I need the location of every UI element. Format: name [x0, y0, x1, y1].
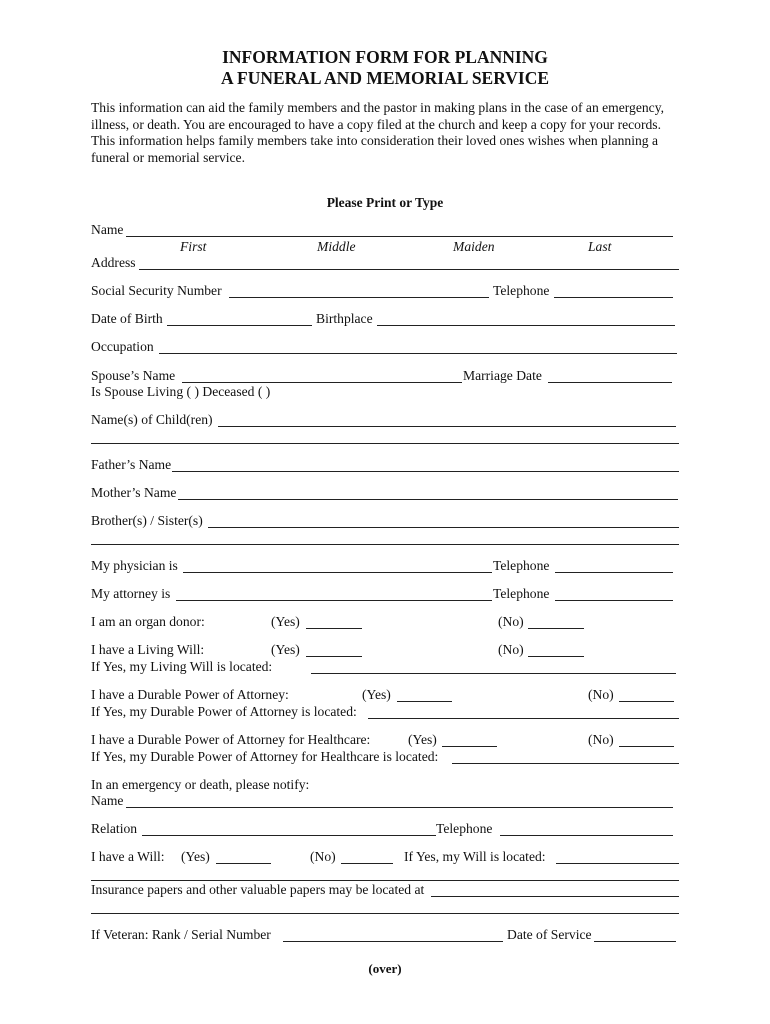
- poa-location-field[interactable]: [368, 718, 679, 719]
- father-field[interactable]: [172, 471, 679, 472]
- birthplace-label: Birthplace: [316, 311, 373, 326]
- living-will-no-label: (No): [498, 642, 524, 657]
- physician-field[interactable]: [183, 572, 492, 573]
- date-of-service-field[interactable]: [594, 941, 676, 942]
- instruction-heading: Please Print or Type: [326, 195, 444, 210]
- poa-health-yes-label: (Yes): [408, 732, 437, 747]
- address-label: Address: [91, 255, 136, 270]
- emergency-telephone-field[interactable]: [500, 835, 673, 836]
- attorney-label: My attorney is: [91, 586, 171, 601]
- attorney-field[interactable]: [176, 600, 492, 601]
- first-name-caption: First: [180, 239, 207, 254]
- intro-paragraph: This information can aid the family members and the pastor in making plans in the case of an emergency, illness, or death. You are encouraged to have a copy filed at the church and keep a copy for your records. This information helps family members take into consideration their loved ones wishes when planning a funeral or memorial service.: [91, 100, 665, 165]
- will-yes-field[interactable]: [216, 863, 271, 864]
- form-title-line-2: A FUNERAL AND MEMORIAL SERVICE: [220, 68, 550, 88]
- name-label: Name: [91, 222, 124, 237]
- maiden-name-caption: Maiden: [453, 239, 495, 254]
- living-will-yes-label: (Yes): [271, 642, 300, 657]
- insurance-field-continued[interactable]: [91, 913, 679, 914]
- poa-no-label: (No): [588, 687, 614, 702]
- will-no-label: (No): [310, 849, 336, 864]
- will-location-field[interactable]: [556, 863, 679, 864]
- address-field[interactable]: [139, 269, 679, 270]
- marriage-date-field[interactable]: [548, 382, 672, 383]
- insurance-field[interactable]: [431, 896, 679, 897]
- relation-label: Relation: [91, 821, 138, 836]
- living-will-location-field[interactable]: [311, 673, 676, 674]
- poa-yes-field[interactable]: [397, 701, 452, 702]
- veteran-label: If Veteran: Rank / Serial Number: [91, 927, 271, 942]
- siblings-label: Brother(s) / Sister(s): [91, 513, 203, 528]
- dob-label: Date of Birth: [91, 311, 163, 326]
- will-no-field[interactable]: [341, 863, 393, 864]
- form-title-line-1: INFORMATION FORM FOR PLANNING: [222, 47, 548, 67]
- emergency-name-field[interactable]: [126, 807, 673, 808]
- siblings-field-continued[interactable]: [91, 544, 679, 545]
- will-location-label: If Yes, my Will is located:: [404, 849, 546, 864]
- poa-health-no-label: (No): [588, 732, 614, 747]
- emergency-telephone-label: Telephone: [436, 821, 493, 836]
- mother-label: Mother’s Name: [91, 485, 177, 500]
- telephone-label: Telephone: [493, 283, 550, 298]
- poa-health-no-field[interactable]: [619, 746, 674, 747]
- poa-health-yes-field[interactable]: [442, 746, 497, 747]
- living-will-no-field[interactable]: [528, 656, 584, 657]
- spouse-name-field[interactable]: [182, 382, 462, 383]
- spouse-name-label: Spouse’s Name: [91, 368, 176, 383]
- will-label: I have a Will:: [91, 849, 165, 864]
- telephone-field[interactable]: [554, 297, 673, 298]
- ssn-label: Social Security Number: [91, 283, 222, 298]
- poa-health-label: I have a Durable Power of Attorney for Healthcare:: [91, 732, 371, 747]
- living-will-location-label: If Yes, my Living Will is located:: [91, 659, 273, 674]
- relation-field[interactable]: [142, 835, 436, 836]
- poa-health-location-field[interactable]: [452, 763, 679, 764]
- birthplace-field[interactable]: [377, 325, 675, 326]
- name-field[interactable]: [126, 236, 673, 237]
- attorney-telephone-field[interactable]: [555, 600, 673, 601]
- date-of-service-label: Date of Service: [507, 927, 592, 942]
- children-label: Name(s) of Child(ren): [91, 412, 213, 427]
- mother-field[interactable]: [178, 499, 678, 500]
- last-name-caption: Last: [588, 239, 612, 254]
- children-field-continued[interactable]: [91, 443, 679, 444]
- organ-donor-no-label: (No): [498, 614, 524, 629]
- middle-name-caption: Middle: [317, 239, 356, 254]
- poa-yes-label: (Yes): [362, 687, 391, 702]
- living-will-label: I have a Living Will:: [91, 642, 205, 657]
- veteran-rank-serial-field[interactable]: [283, 941, 503, 942]
- over-indicator: (over): [368, 961, 402, 976]
- poa-health-location-label: If Yes, my Durable Power of Attorney for Healthcare is located:: [91, 749, 439, 764]
- organ-donor-no-field[interactable]: [528, 628, 584, 629]
- physician-telephone-label: Telephone: [493, 558, 550, 573]
- father-label: Father’s Name: [91, 457, 172, 472]
- organ-donor-label: I am an organ donor:: [91, 614, 205, 629]
- organ-donor-yes-label: (Yes): [271, 614, 300, 629]
- marriage-date-label: Marriage Date: [463, 368, 542, 383]
- siblings-field[interactable]: [208, 527, 679, 528]
- physician-telephone-field[interactable]: [555, 572, 673, 573]
- organ-donor-yes-field[interactable]: [306, 628, 362, 629]
- will-location-field-continued[interactable]: [91, 880, 679, 881]
- dob-field[interactable]: [167, 325, 312, 326]
- children-field[interactable]: [218, 426, 676, 427]
- attorney-telephone-label: Telephone: [493, 586, 550, 601]
- spouse-living-label[interactable]: Is Spouse Living ( ) Deceased ( ): [91, 384, 271, 399]
- poa-label: I have a Durable Power of Attorney:: [91, 687, 289, 702]
- ssn-field[interactable]: [229, 297, 489, 298]
- insurance-label: Insurance papers and other valuable papers may be located at: [91, 882, 425, 897]
- occupation-field[interactable]: [159, 353, 677, 354]
- poa-location-label: If Yes, my Durable Power of Attorney is located:: [91, 704, 357, 719]
- physician-label: My physician is: [91, 558, 178, 573]
- emergency-name-label: Name: [91, 793, 124, 808]
- poa-no-field[interactable]: [619, 701, 674, 702]
- occupation-label: Occupation: [91, 339, 154, 354]
- living-will-yes-field[interactable]: [306, 656, 362, 657]
- emergency-label: In an emergency or death, please notify:: [91, 777, 310, 792]
- will-yes-label: (Yes): [181, 849, 210, 864]
